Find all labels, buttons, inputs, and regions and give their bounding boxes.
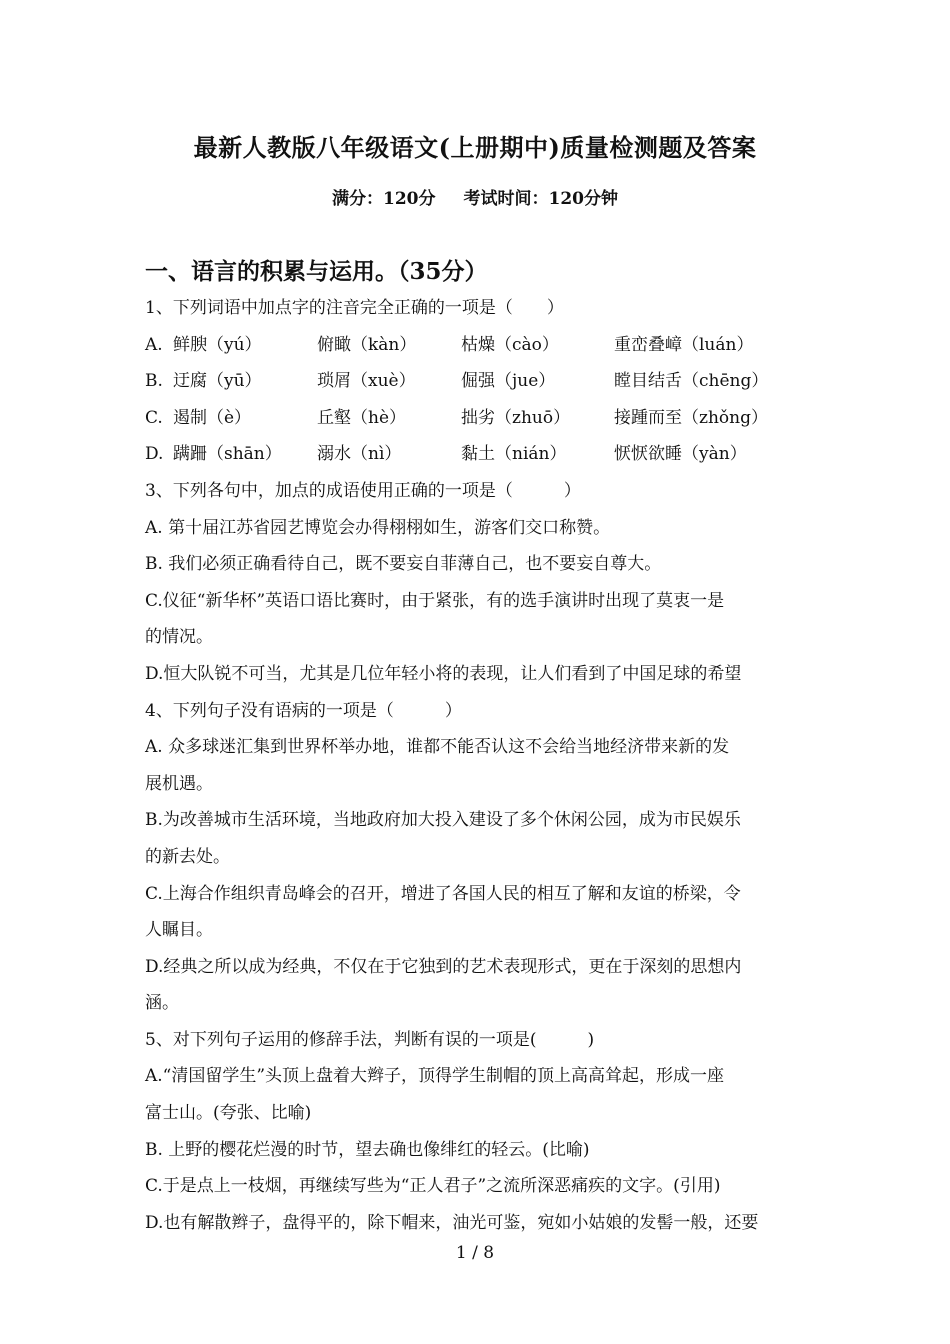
word-item: 丘壑（hè）: [317, 407, 407, 428]
q1-stem: 1、下列词语中加点字的注音完全正确的一项是（ ）: [145, 298, 564, 318]
word-item: 倔强（jue）: [461, 371, 556, 392]
q5-option-c: C.于是点上一枝烟，再继续写些为“正人君子”之流所深恶痛疾的文字。(引用): [145, 1176, 721, 1197]
word-item: 蹒跚（shān）: [173, 444, 282, 465]
full-score: 满分：120分: [332, 189, 436, 209]
q5-option-b: B. 上野的樱花烂漫的时节，望去确也像绯红的轻云。(比喻): [145, 1139, 590, 1160]
word-item: 琐屑（xuè）: [317, 371, 416, 392]
word-item: 俯瞰（kàn）: [317, 334, 417, 355]
word-item: 拙劣（zhuō）: [461, 407, 571, 428]
q3-option-b: B. 我们必须正确看待自己，既不要妄自菲薄自己，也不要妄自尊大。: [145, 554, 662, 575]
page-number: 1 / 8: [455, 1243, 495, 1263]
word-item: 鲜腴（yú）: [173, 334, 262, 355]
q5-option-d: D.也有解散辫子，盘得平的，除下帽来，油光可鉴，宛如小姑娘的发髻一般，还要: [145, 1212, 759, 1233]
q1-option-a: [145, 327, 810, 364]
q5-option-a: A.“清国留学生”头顶上盘着大辫子，顶得学生制帽的顶上高高耸起，形成一座: [145, 1066, 725, 1087]
q4-option-b: B.为改善城市生活环境，当地政府加大投入建设了多个休闲公园，成为市民娱乐: [145, 810, 741, 831]
q4-option-c: C.上海合作组织青岛峰会的召开，增进了各国人民的相互了解和友谊的桥梁，令: [145, 883, 741, 904]
word-item: 溺水（nì）: [317, 444, 402, 465]
q4-option-c-cont: 人瞩目。: [145, 920, 213, 941]
q3-option-a: A. 第十届江苏省园艺博览会办得栩栩如生，游客们交口称赞。: [145, 517, 611, 538]
q4-option-b-cont: 的新去处。: [145, 846, 230, 867]
word-item: 遏制（è）: [173, 407, 252, 428]
word-item: 枯燥（cào）: [461, 334, 559, 355]
section-heading: 一、语言的积累与运用。（35分）: [145, 258, 488, 285]
q1-option-c: [145, 400, 810, 437]
question-body: [145, 290, 810, 1241]
word-item: 迂腐（yū）: [173, 371, 262, 392]
option-label: A.: [145, 334, 163, 355]
q4-option-d-cont: 涵。: [145, 993, 179, 1014]
q3-stem: 3、下列各句中，加点的成语使用正确的一项是（ ）: [145, 480, 581, 501]
q4-option-a-cont: 展机遇。: [145, 773, 213, 794]
word-item: 瞠目结舌（chēng）: [614, 371, 769, 392]
option-label: C.: [145, 407, 163, 428]
q1-option-d: [145, 436, 810, 473]
q1-option-b: [145, 363, 810, 400]
q3-option-c: C.仪征“新华杯”英语口语比赛时，由于紧张，有的选手演讲时出现了莫衷一是: [145, 590, 725, 611]
document-title: 最新人教版八年级语文(上册期中)质量检测题及答案: [193, 133, 757, 162]
q3-option-d: D.恒大队锐不可当，尤其是几位年轻小将的表现，让人们看到了中国足球的希望: [145, 663, 742, 684]
q4-option-a: A. 众多球迷汇集到世界杯举办地，谁都不能否认这不会给当地经济带来新的发: [145, 737, 730, 758]
exam-info: [0, 184, 950, 209]
word-item: 重峦叠嶂（luán）: [614, 334, 754, 355]
word-item: 接踵而至（zhǒng）: [614, 407, 768, 428]
q3-option-c-cont: 的情况。: [145, 627, 213, 648]
q4-option-d: D.经典之所以成为经典，不仅在于它独到的艺术表现形式，更在于深刻的思想内: [145, 956, 742, 977]
word-item: 黏土（nián）: [461, 444, 567, 465]
option-label: D.: [145, 444, 164, 465]
word-item: 恹恹欲睡（yàn）: [614, 444, 747, 465]
q5-stem: 5、对下列句子运用的修辞手法，判断有误的一项是( ): [145, 1029, 595, 1050]
exam-time: 考试时间：120分钟: [463, 189, 618, 209]
q5-option-a-cont: 富士山。(夸张、比喻): [145, 1103, 312, 1124]
option-label: B.: [145, 371, 163, 392]
q4-stem: 4、下列句子没有语病的一项是（ ）: [145, 700, 462, 721]
